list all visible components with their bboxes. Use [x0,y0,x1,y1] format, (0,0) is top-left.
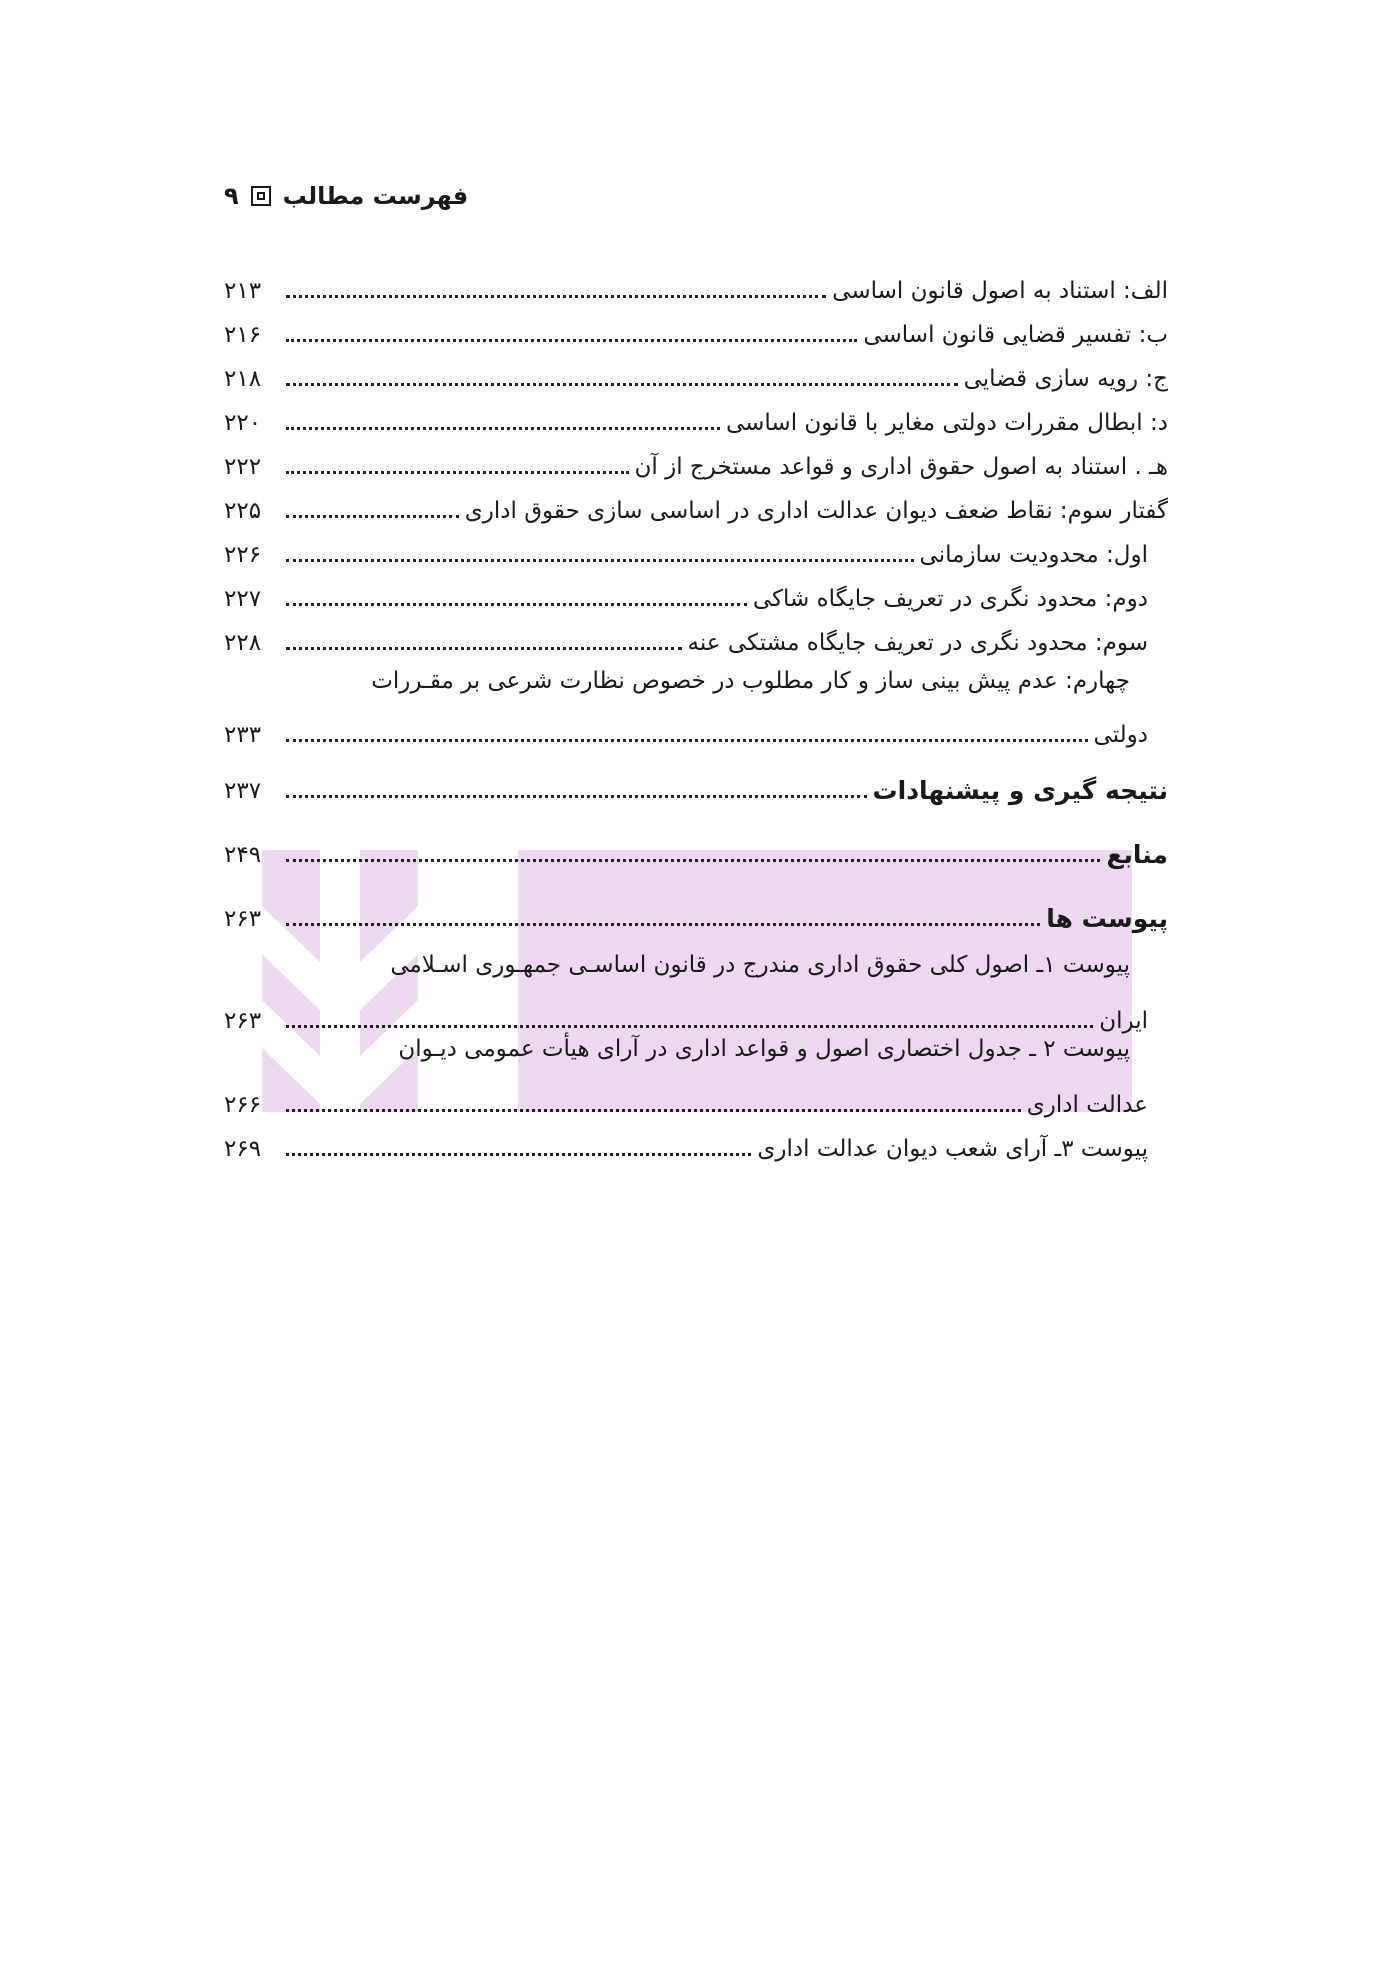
toc-entry: هـ . استناد به اصول حقوق اداری و قواعد مستخرج از آن ۲۲۲ [224,454,1168,480]
toc-entry: ج: رویه سازی قضایی ۲۱۸ [224,366,1168,392]
square-icon [251,186,271,206]
toc-entry: اول: محدودیت سازمانی ۲۲۶ [224,542,1148,568]
toc-entry: دولتی ۲۳۳ [224,722,1148,748]
header-title: فهرست مطالب [282,182,469,210]
page-header [224,182,468,210]
toc-entry: ایران ۲۶۳ [224,1008,1148,1034]
toc-entry-first-line: چهارم: عدم پیش بینی ساز و کار مطلوب در خصوص نظارت شرعی بر مقـررات [371,668,1130,694]
toc-entry: سوم: محدود نگری در تعریف جایگاه مشتکی عنه ۲۲۸ [224,630,1148,656]
toc-entry-first-line: پیوست ۱ـ اصول کلی حقوق اداری مندرج در قانون اساسـی جمهـوری اسـلامی [390,952,1130,978]
toc-entry: الف: استناد به اصول قانون اساسی ۲۱۳ [224,278,1168,304]
toc-entry: د: ابطال مقررات دولتی مغایر با قانون اساسی ۲۲۰ [224,410,1168,436]
toc-entry: عدالت اداری ۲۶۶ [224,1092,1148,1118]
toc-entry: منابع ۲۴۹ [224,840,1168,869]
toc-entry: پیوست ها ۲۶۳ [224,904,1168,933]
toc-entry-first-line: پیوست ۲ ـ جدول اختصاری اصول و قواعد اداری در آرای هیأت عمومی دیـوان [398,1036,1130,1062]
toc-entry: نتیجه گیری و پیشنهادات ۲۳۷ [224,776,1168,805]
header-page-number: ۹ [224,182,239,210]
toc-entry: دوم: محدود نگری در تعریف جایگاه شاکی ۲۲۷ [224,586,1148,612]
toc-entry: ب: تفسیر قضایی قانون اساسی ۲۱۶ [224,322,1168,348]
toc-entry: پیوست ۳ـ آرای شعب دیوان عدالت اداری ۲۶۹ [224,1136,1148,1162]
toc-entry: گفتار سوم: نقاط ضعف دیوان عدالت اداری در اساسی سازی حقوق اداری ۲۲۵ [224,498,1168,524]
